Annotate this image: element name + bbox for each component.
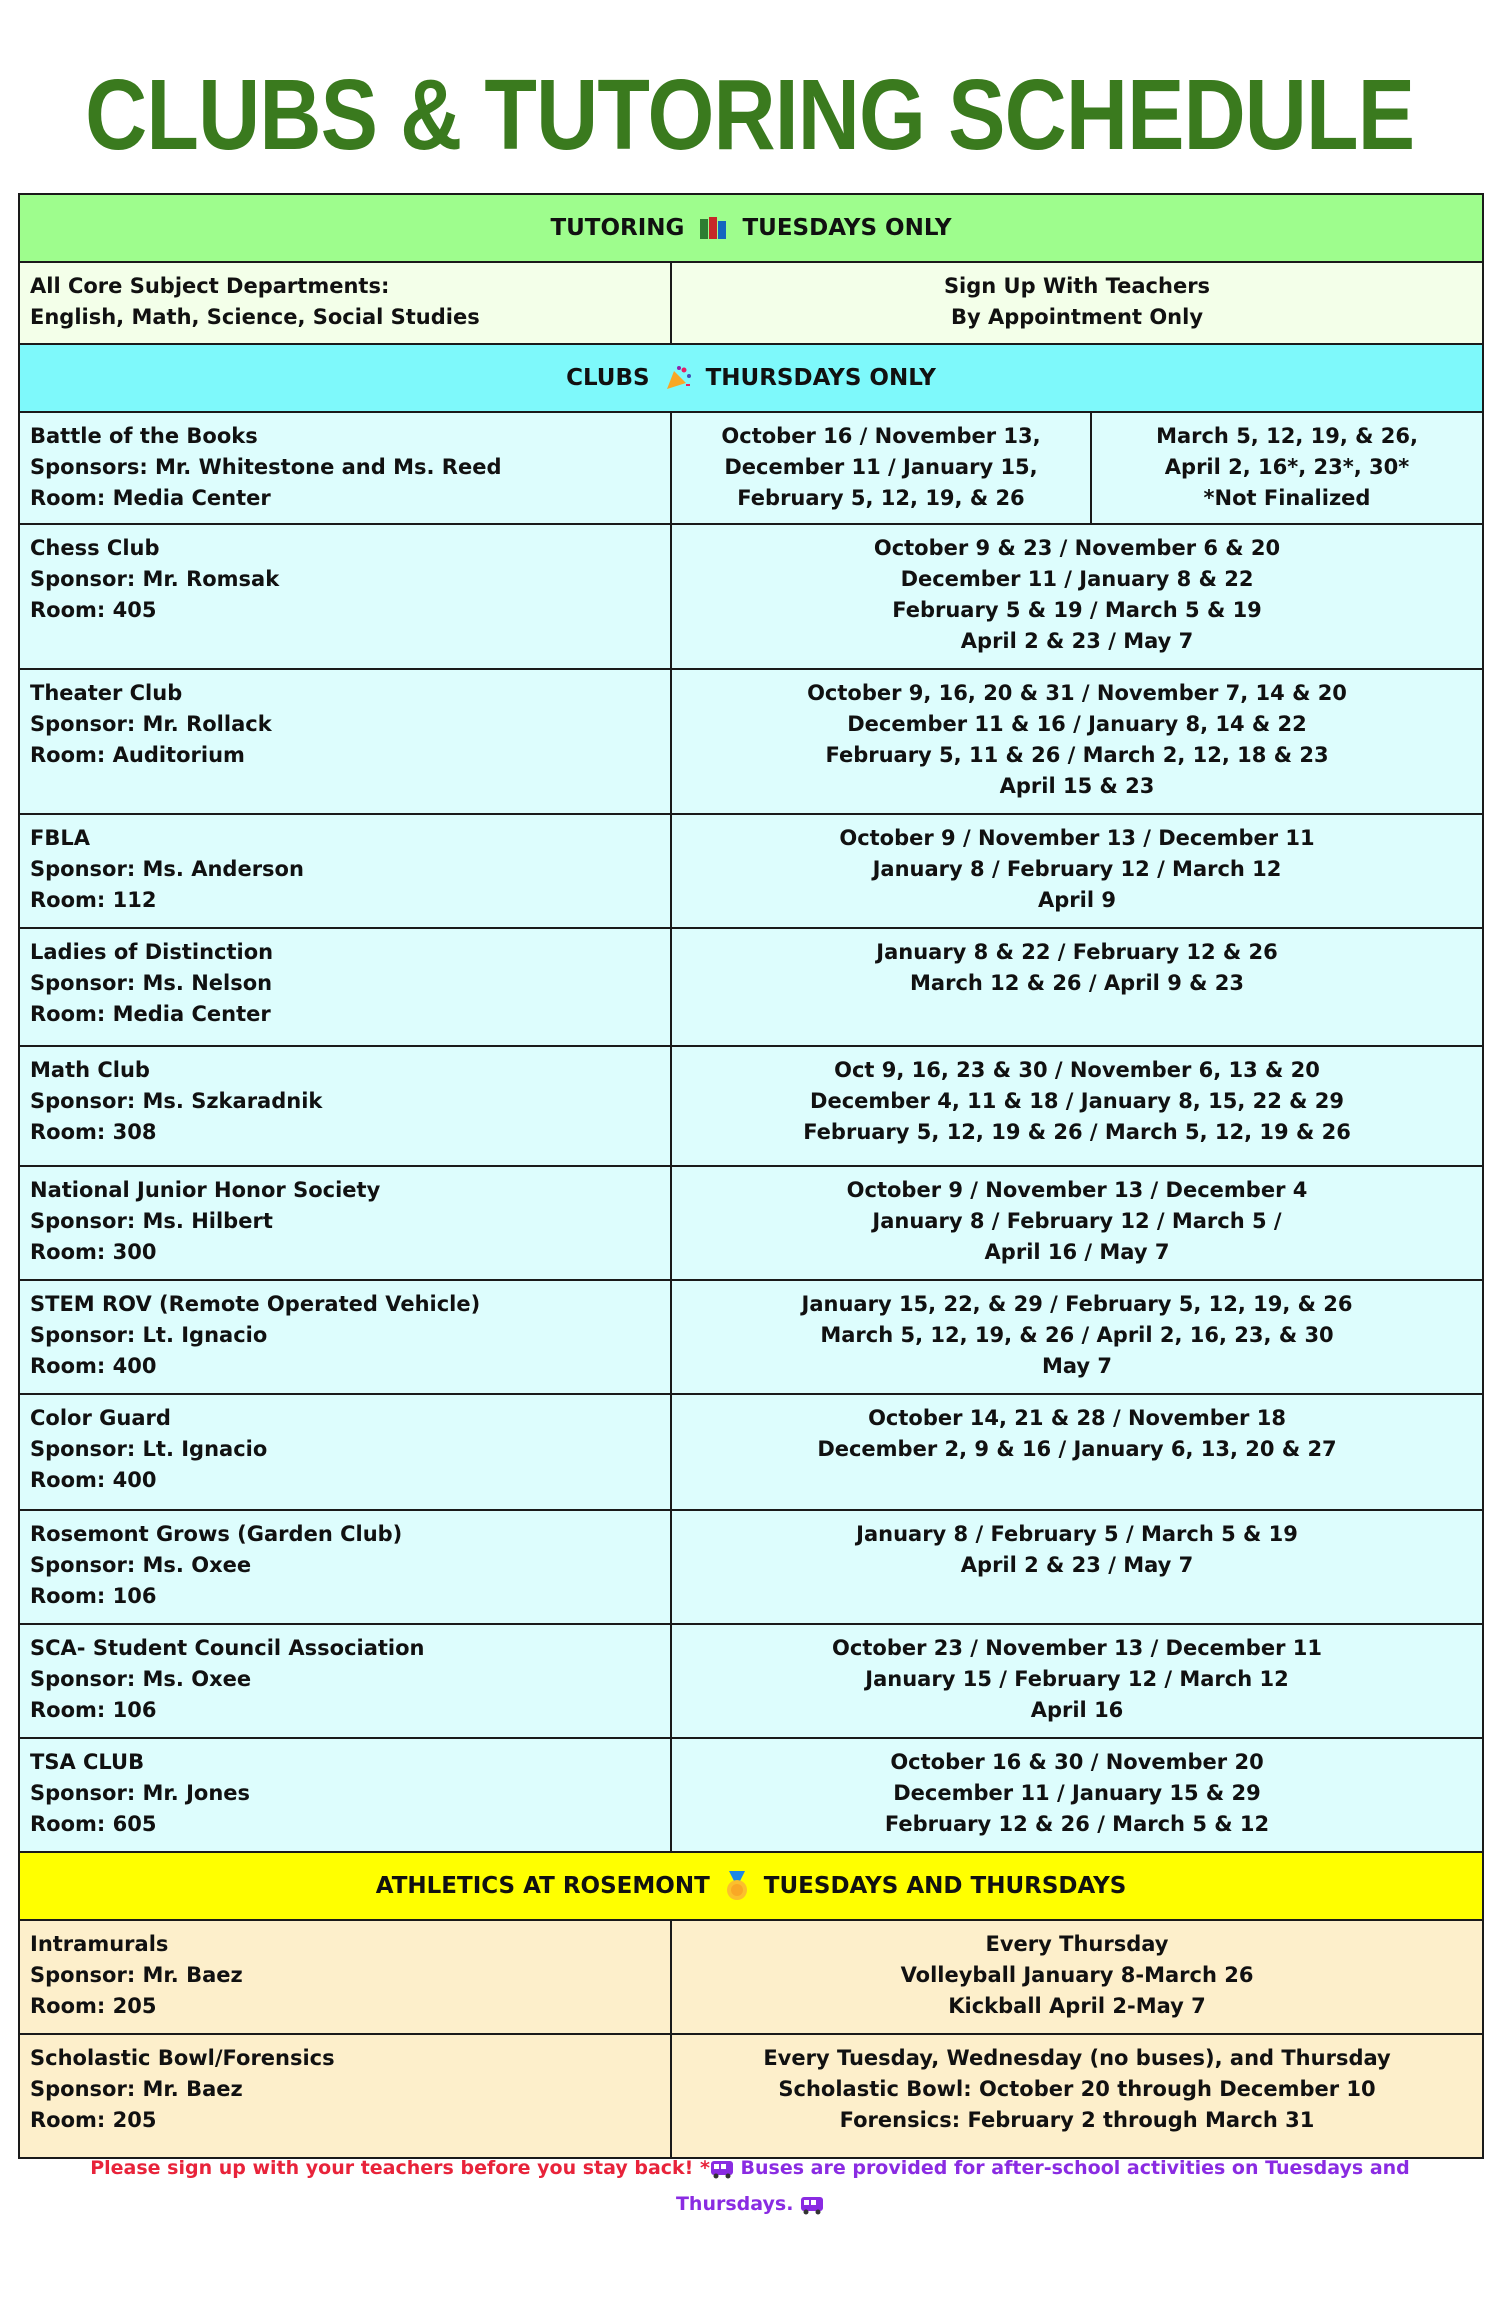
- text-line: May 7: [1041, 1354, 1113, 1378]
- clubs-header: [19, 344, 1483, 412]
- club-dates: [671, 928, 1483, 1046]
- text-line: March 5, 12, 19, & 26,: [1156, 424, 1418, 448]
- text-line: Room: 106: [30, 1584, 157, 1608]
- club-row: [19, 1280, 1483, 1394]
- text-line: October 9 / November 13 / December 11: [839, 826, 1315, 850]
- text-line: Sponsor: Ms. Anderson: [30, 857, 304, 881]
- text-line: March 12 & 26 / April 9 & 23: [910, 971, 1244, 995]
- text-line: Every Tuesday, Wednesday (no buses), and Thursday: [763, 2046, 1391, 2070]
- text-line: April 15 & 23: [999, 774, 1155, 798]
- club-info: [19, 412, 671, 524]
- club-dates: [671, 1624, 1483, 1738]
- bus-icon: [800, 2195, 824, 2215]
- text-line: National Junior Honor Society: [30, 1178, 381, 1202]
- text-line: Rosemont Grows (Garden Club): [30, 1522, 403, 1546]
- schedule-table: [18, 193, 1484, 2159]
- footer-signup-note: Please sign up with your teachers before you stay back! *: [90, 2157, 710, 2179]
- text-line: Sponsor: Mr. Rollack: [30, 712, 272, 736]
- text-line: Sponsor: Lt. Ignacio: [30, 1437, 268, 1461]
- text-line: Sign Up With Teachers: [943, 274, 1211, 298]
- athletics-info: [19, 2034, 671, 2158]
- club-dates-spring: [1091, 412, 1483, 524]
- club-row: [19, 669, 1483, 814]
- tutoring-departments: [19, 262, 671, 344]
- text-line: December 11 / January 8 & 22: [900, 567, 1254, 591]
- athletics-header-label: ATHLETICS AT ROSEMONT: [375, 1872, 710, 1899]
- athletics-row: [19, 2034, 1483, 2158]
- bus-icon: [710, 2159, 734, 2179]
- text-line: April 9: [1038, 888, 1116, 912]
- club-info: [19, 1624, 671, 1738]
- clubs-header-days: THURSDAYS ONLY: [705, 364, 936, 391]
- text-line: February 5, 12, 19, & 26: [737, 486, 1025, 510]
- text-line: FBLA: [30, 826, 90, 850]
- text-line: Chess Club: [30, 536, 160, 560]
- athletics-info: [19, 1920, 671, 2034]
- text-line: January 8 / February 5 / March 5 & 19: [856, 1522, 1298, 1546]
- text-line: Ladies of Distinction: [30, 940, 274, 964]
- text-line: Room: Media Center: [30, 1002, 271, 1026]
- club-info: [19, 669, 671, 814]
- text-line: Math Club: [30, 1058, 150, 1082]
- club-row: [19, 1738, 1483, 1852]
- party-popper-icon: [664, 365, 692, 391]
- text-line: Sponsor: Ms. Szkaradnik: [30, 1089, 323, 1113]
- text-line: Sponsor: Mr. Romsak: [30, 567, 280, 591]
- text-line: Every Thursday: [985, 1932, 1169, 1956]
- text-line: Intramurals: [30, 1932, 169, 1956]
- club-info: [19, 1280, 671, 1394]
- text-line: February 5, 11 & 26 / March 2, 12, 18 & 23: [825, 743, 1329, 767]
- text-line: Color Guard: [30, 1406, 171, 1430]
- club-row: [19, 1624, 1483, 1738]
- text-line: Volleyball January 8-March 26: [900, 1963, 1254, 1987]
- club-dates: [671, 1394, 1483, 1510]
- text-line: Room: 400: [30, 1354, 157, 1378]
- text-line: Room: 106: [30, 1698, 157, 1722]
- text-line: STEM ROV (Remote Operated Vehicle): [30, 1292, 481, 1316]
- text-line: January 15 / February 12 / March 12: [865, 1667, 1289, 1691]
- text-line: Sponsor: Ms. Hilbert: [30, 1209, 273, 1233]
- text-line: Room: Media Center: [30, 486, 271, 510]
- club-row-battle-of-the-books: [19, 412, 1483, 524]
- text-line: Sponsor: Mr. Baez: [30, 1963, 243, 1987]
- text-line: *Not Finalized: [1203, 486, 1371, 510]
- club-dates: [671, 1738, 1483, 1852]
- page-title: CLUBS & TUTORING SCHEDULE: [85, 58, 1415, 171]
- club-info: [19, 928, 671, 1046]
- text-line: Sponsor: Ms. Oxee: [30, 1553, 252, 1577]
- text-line: October 16 & 30 / November 20: [890, 1750, 1264, 1774]
- text-line: Sponsor: Lt. Ignacio: [30, 1323, 268, 1347]
- athletics-header-days: TUESDAYS AND THURSDAYS: [763, 1872, 1127, 1899]
- text-line: April 2 & 23 / May 7: [960, 629, 1194, 653]
- medal-icon: [724, 1871, 750, 1901]
- club-dates: [671, 1166, 1483, 1280]
- text-line: Sponsor: Ms. Nelson: [30, 971, 273, 995]
- text-line: By Appointment Only: [950, 305, 1204, 329]
- tutoring-row: [19, 262, 1483, 344]
- text-line: January 8 / February 12 / March 5 /: [872, 1209, 1282, 1233]
- text-line: Battle of the Books: [30, 424, 258, 448]
- text-line: Kickball April 2-May 7: [948, 1994, 1206, 2018]
- text-line: April 16 / May 7: [984, 1240, 1170, 1264]
- text-line: December 4, 11 & 18 / January 8, 15, 22 & 29: [810, 1089, 1344, 1113]
- club-dates-fall: [671, 412, 1091, 524]
- text-line: English, Math, Science, Social Studies: [30, 305, 480, 329]
- tutoring-signup: [671, 262, 1483, 344]
- text-line: October 23 / November 13 / December 11: [832, 1636, 1322, 1660]
- athletics-row: [19, 1920, 1483, 2034]
- text-line: SCA- Student Council Association: [30, 1636, 425, 1660]
- text-line: January 8 & 22 / February 12 & 26: [876, 940, 1278, 964]
- text-line: Sponsor: Mr. Jones: [30, 1781, 251, 1805]
- text-line: October 9 / November 13 / December 4: [846, 1178, 1308, 1202]
- club-row: [19, 1510, 1483, 1624]
- club-row: [19, 928, 1483, 1046]
- text-line: Room: 205: [30, 1994, 157, 2018]
- text-line: Room: 112: [30, 888, 157, 912]
- club-dates: [671, 524, 1483, 669]
- text-line: October 16 / November 13,: [721, 424, 1041, 448]
- club-row: [19, 814, 1483, 928]
- tutoring-header-days: TUESDAYS ONLY: [742, 214, 952, 241]
- text-line: Sponsor: Ms. Oxee: [30, 1667, 252, 1691]
- club-info: [19, 524, 671, 669]
- text-line: TSA CLUB: [30, 1750, 145, 1774]
- club-row: [19, 1166, 1483, 1280]
- text-line: Room: 205: [30, 2108, 157, 2132]
- text-line: February 5 & 19 / March 5 & 19: [892, 598, 1262, 622]
- athletics-header: [19, 1852, 1483, 1920]
- text-line: February 5, 12, 19 & 26 / March 5, 12, 19 & 26: [803, 1120, 1351, 1144]
- text-line: Room: 405: [30, 598, 157, 622]
- text-line: April 2 & 23 / May 7: [960, 1553, 1194, 1577]
- text-line: Oct 9, 16, 23 & 30 / November 6, 13 & 20: [834, 1058, 1320, 1082]
- club-info: [19, 1510, 671, 1624]
- club-dates: [671, 814, 1483, 928]
- text-line: Sponsors: Mr. Whitestone and Ms. Reed: [30, 455, 502, 479]
- text-line: Scholastic Bowl/Forensics: [30, 2046, 335, 2070]
- clubs-header-label: CLUBS: [566, 364, 650, 391]
- club-dates: [671, 669, 1483, 814]
- tutoring-header-row: [19, 194, 1483, 262]
- text-line: Scholastic Bowl: October 20 through December 10: [778, 2077, 1376, 2101]
- club-dates: [671, 1280, 1483, 1394]
- text-line: Theater Club: [30, 681, 183, 705]
- text-line: December 11 / January 15 & 29: [893, 1781, 1261, 1805]
- text-line: All Core Subject Departments:: [30, 274, 390, 298]
- club-info: [19, 814, 671, 928]
- text-line: Room: 605: [30, 1812, 157, 1836]
- text-line: January 8 / February 12 / March 12: [872, 857, 1282, 881]
- tutoring-header: [19, 194, 1483, 262]
- text-line: Room: 308: [30, 1120, 157, 1144]
- club-info: [19, 1046, 671, 1166]
- tutoring-header-label: TUTORING: [550, 214, 685, 241]
- text-line: Room: 300: [30, 1240, 157, 1264]
- text-line: February 12 & 26 / March 5 & 12: [884, 1812, 1270, 1836]
- text-line: December 11 / January 15,: [724, 455, 1038, 479]
- clubs-header-row: [19, 344, 1483, 412]
- text-line: March 5, 12, 19, & 26 / April 2, 16, 23, & 30: [820, 1323, 1334, 1347]
- text-line: April 2, 16*, 23*, 30*: [1164, 455, 1410, 479]
- footer-bus-note-days: Thursdays.: [675, 2193, 801, 2215]
- club-row: [19, 524, 1483, 669]
- text-line: Forensics: February 2 through March 31: [839, 2108, 1315, 2132]
- text-line: December 2, 9 & 16 / January 6, 13, 20 & 27: [817, 1437, 1337, 1461]
- text-line: October 9, 16, 20 & 31 / November 7, 14 & 20: [807, 681, 1347, 705]
- text-line: January 15, 22, & 29 / February 5, 12, 19, & 26: [801, 1292, 1353, 1316]
- club-info: [19, 1738, 671, 1852]
- footer-note: [40, 2150, 1460, 2222]
- club-dates: [671, 1046, 1483, 1166]
- club-row: [19, 1394, 1483, 1510]
- text-line: Room: 400: [30, 1468, 157, 1492]
- text-line: October 9 & 23 / November 6 & 20: [873, 536, 1281, 560]
- club-dates: [671, 1510, 1483, 1624]
- athletics-header-row: [19, 1852, 1483, 1920]
- text-line: October 14, 21 & 28 / November 18: [868, 1406, 1286, 1430]
- books-icon: [698, 215, 728, 241]
- text-line: Sponsor: Mr. Baez: [30, 2077, 243, 2101]
- text-line: December 11 & 16 / January 8, 14 & 22: [847, 712, 1307, 736]
- athletics-dates: [671, 1920, 1483, 2034]
- club-row: [19, 1046, 1483, 1166]
- page-header: [0, 40, 1500, 190]
- footer-bus-note: Buses are provided for after-school activities on Tuesdays and: [733, 2157, 1410, 2179]
- text-line: April 16: [1030, 1698, 1124, 1722]
- club-info: [19, 1166, 671, 1280]
- text-line: Room: Auditorium: [30, 743, 245, 767]
- club-info: [19, 1394, 671, 1510]
- athletics-dates: [671, 2034, 1483, 2158]
